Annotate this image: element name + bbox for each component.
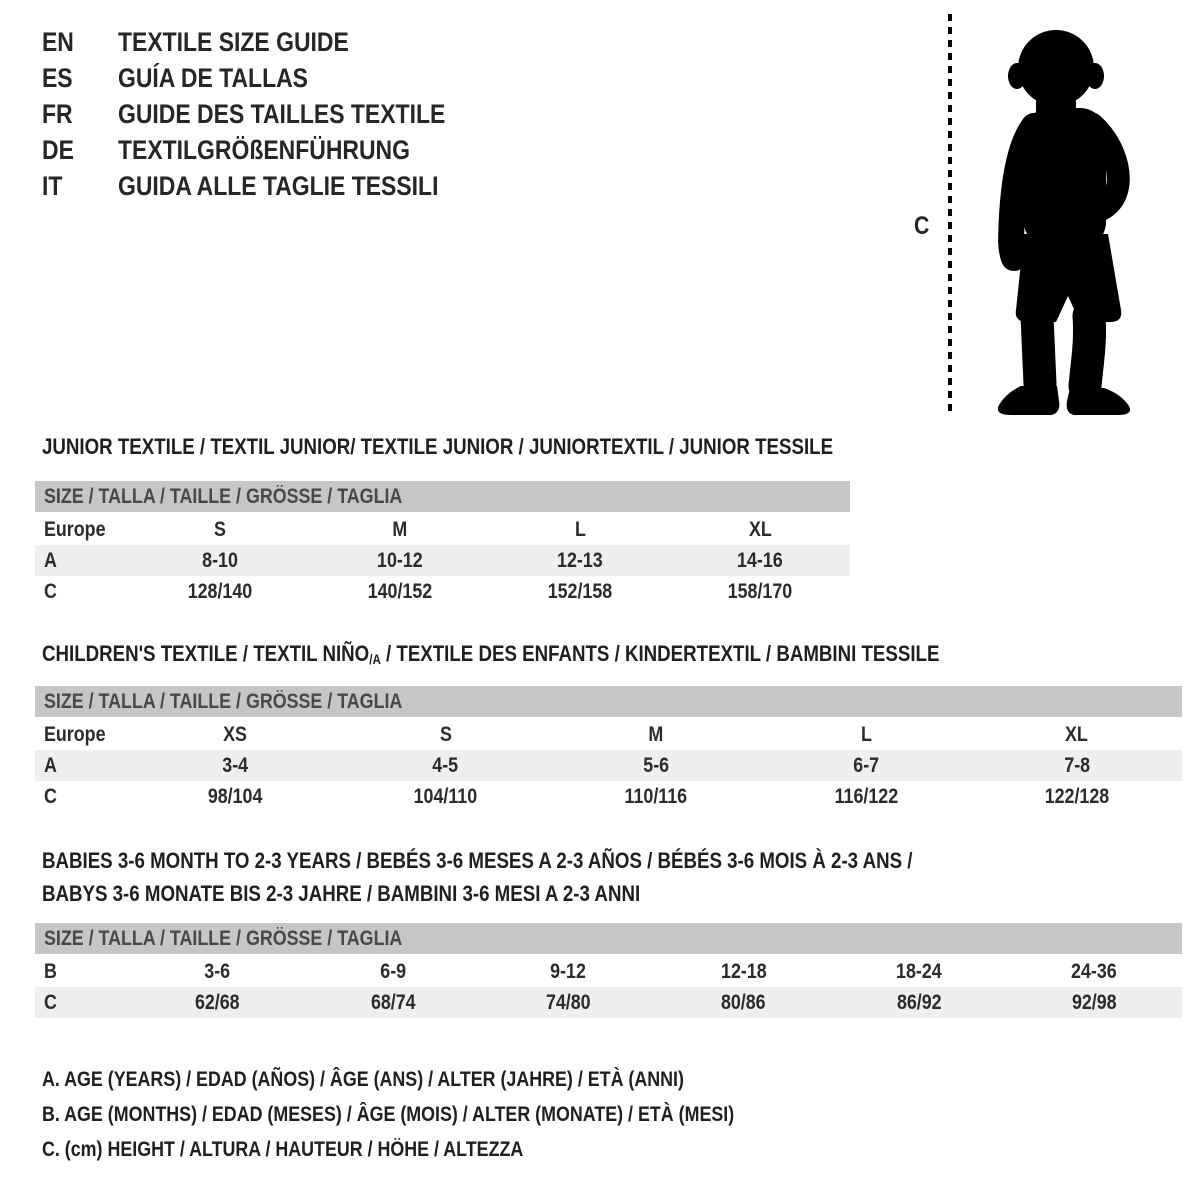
legend-age-months: B. AGE (MONTHS) / EDAD (MESES) / ÂGE (MOIS) / ALTER (MONATE) / ETÀ (MESI) [42,1102,735,1126]
row-label: A [44,548,57,572]
size-cell: S [214,517,226,541]
junior-size-table [35,481,850,607]
age-cell: 8-10 [202,548,238,572]
language-title: TEXTILGRÖßENFÜHRUNG [118,134,410,165]
babies-section-title-line1: BABIES 3-6 MONTH TO 2-3 YEARS / BEBÉS 3-6 MESES A 2-3 AÑOS / BÉBÉS 3-6 MOIS À 2-3 ANS / [42,848,913,873]
height-cell: 116/122 [834,784,899,808]
age-cell: 5-6 [643,753,669,777]
language-title: GUIDA ALLE TAGLIE TESSILI [118,170,439,201]
language-row-de [42,132,503,168]
months-cell: 9-12 [550,959,587,983]
months-cell: 18-24 [896,959,942,983]
junior-row-age [35,545,850,576]
legend-height-cm: C. (cm) HEIGHT / ALTURA / HAUTEUR / HÖHE / ALTEZZA [42,1137,524,1161]
months-cell: 3-6 [204,959,231,983]
language-row-fr [42,96,503,132]
language-row-es [42,60,503,96]
age-cell: 12-13 [557,548,603,572]
height-measure-dashed-line [948,14,952,416]
size-cell: S [439,722,452,746]
row-label: C [44,784,57,808]
months-cell: 6-9 [380,959,406,983]
language-list [42,24,503,204]
height-cell: 110/116 [624,784,688,808]
language-code: EN [42,26,74,57]
age-cell: 4-5 [432,753,459,777]
children-title-pre: CHILDREN'S TEXTILE / TEXTIL NIÑO [42,641,370,666]
height-cell: 104/110 [413,784,478,808]
months-cell: 24-36 [1071,959,1118,983]
size-header-label: SIZE / TALLA / TAILLE / GRÖSSE / TAGLIA [44,926,403,950]
size-cell: L [574,517,586,541]
language-code: IT [42,170,63,201]
height-measure-label: C [914,212,930,240]
language-row-en [42,24,503,60]
junior-section-title: JUNIOR TEXTILE / TEXTIL JUNIOR/ TEXTILE JUNIOR / JUNIORTEXTIL / JUNIOR TESSILE [42,434,834,459]
baby-silhouette-icon [968,16,1143,421]
age-cell: 14-16 [737,548,783,572]
size-header-label: SIZE / TALLA / TAILLE / GRÖSSE / TAGLIA [44,689,403,713]
children-row-europe [35,719,1182,750]
height-cell: 80/86 [721,990,766,1014]
size-cell: XL [748,517,772,541]
children-table-header-band [35,686,1182,717]
height-cell: 128/140 [187,579,253,603]
height-cell: 158/170 [727,579,793,603]
row-label: B [44,959,57,983]
children-title-sub: /A [369,652,381,667]
babies-row-months [35,956,1182,987]
row-label: A [44,753,57,777]
height-cell: 68/74 [370,990,416,1014]
height-cell: 122/128 [1044,784,1110,808]
babies-size-table [35,923,1182,1018]
row-label: C [44,579,57,603]
height-cell: 98/104 [207,784,263,808]
size-cell: XL [1065,722,1089,746]
height-cell: 62/68 [195,990,240,1014]
months-cell: 12-18 [720,959,767,983]
age-cell: 6-7 [853,753,880,777]
size-cell: M [392,517,408,541]
size-cell: L [860,722,872,746]
language-title: GUIDE DES TAILLES TEXTILE [118,98,446,129]
language-code: FR [42,98,73,129]
language-title: TEXTILE SIZE GUIDE [118,26,349,57]
language-code: DE [42,134,74,165]
height-cell: 140/152 [367,579,433,603]
junior-table-header-band [35,481,850,512]
size-cell: XS [223,722,248,746]
language-row-it [42,168,503,204]
age-cell: 7-8 [1063,753,1090,777]
babies-section-title-line2: BABYS 3-6 MONATE BIS 2-3 JAHRE / BAMBINI 3-6 MESI A 2-3 ANNI [42,881,641,906]
children-row-height [35,781,1182,812]
size-cell: M [648,722,664,746]
children-row-age [35,750,1182,781]
measurement-legend [42,1062,856,1167]
height-cell: 74/80 [545,990,591,1014]
language-title: GUÍA DE TALLAS [118,62,308,93]
language-code: ES [42,62,73,93]
row-label: Europe [44,517,106,541]
children-section-title [42,641,1098,667]
children-size-table [35,686,1182,812]
age-cell: 3-4 [222,753,249,777]
height-cell: 92/98 [1071,990,1117,1014]
children-title-post: / TEXTILE DES ENFANTS / KINDERTEXTIL / BAMBINI TESSILE [380,641,940,666]
babies-row-height [35,987,1182,1018]
junior-row-height [35,576,850,607]
height-cell: 152/158 [547,579,613,603]
legend-age-years: A. AGE (YEARS) / EDAD (AÑOS) / ÂGE (ANS) / ALTER (JAHRE) / ETÀ (ANNI) [42,1067,684,1091]
age-cell: 10-12 [377,548,423,572]
babies-table-header-band [35,923,1182,954]
row-label: Europe [44,722,106,746]
size-header-label: SIZE / TALLA / TAILLE / GRÖSSE / TAGLIA [44,484,403,508]
height-cell: 86/92 [896,990,942,1014]
junior-row-europe [35,514,850,545]
row-label: C [44,990,57,1014]
